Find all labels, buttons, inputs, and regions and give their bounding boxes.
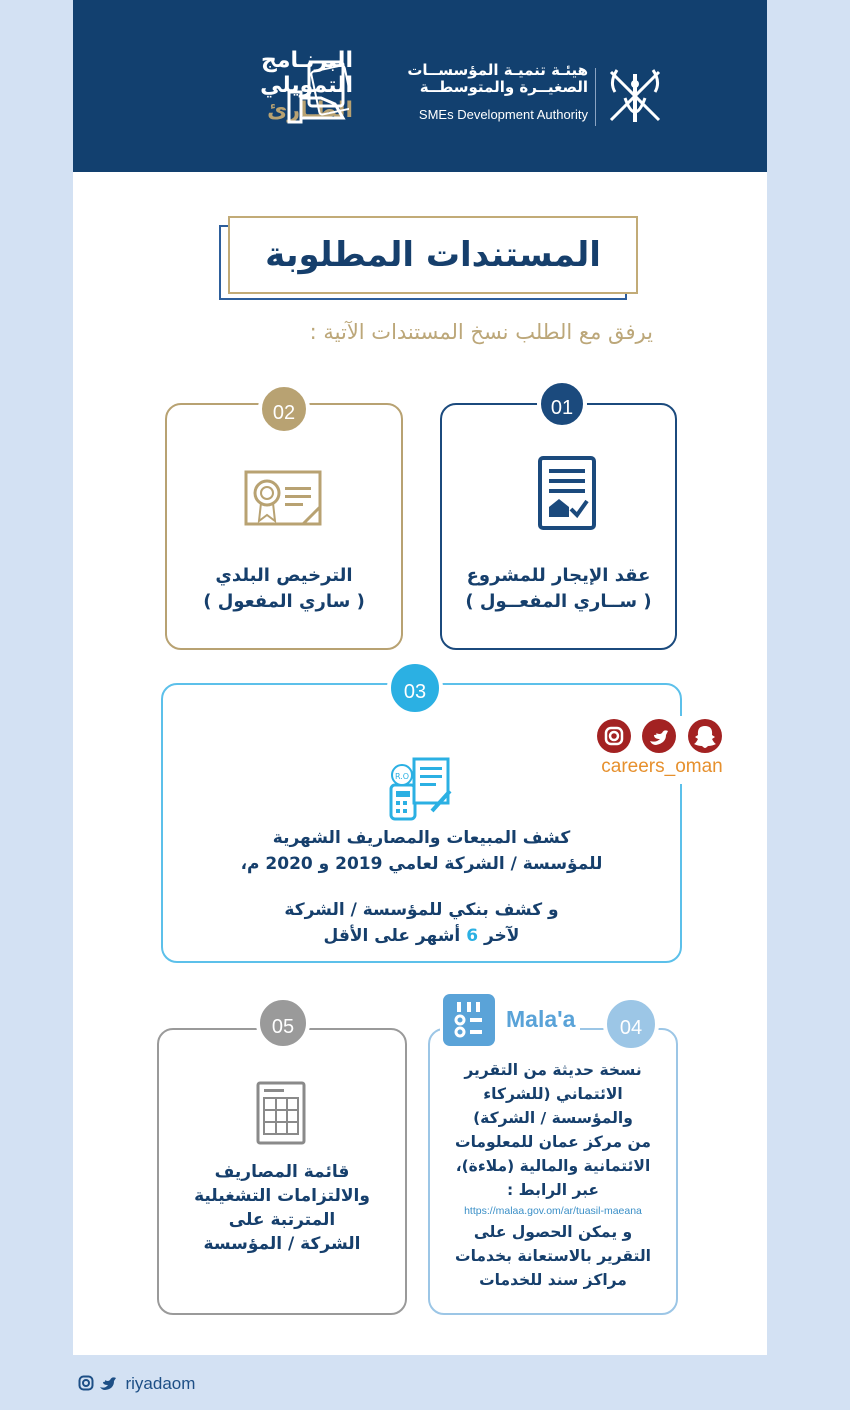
footer-handle: riyadaom	[125, 1374, 196, 1393]
card-02-line-2: ( ساري المفعول )	[203, 591, 365, 612]
lease-contract-icon	[537, 455, 599, 533]
card-01-text	[442, 563, 675, 615]
malaa-logo-icon	[443, 994, 495, 1046]
card-05-line-3: المترتبة على	[228, 1210, 336, 1230]
receipt-label: R.O	[394, 772, 410, 781]
card-04-line-8: التقرير بالاستعانة بخدمات	[455, 1247, 651, 1265]
malaa-brand-name: Mala'a	[506, 1006, 576, 1032]
program-line-1: البرنـامج	[261, 48, 353, 73]
card-03-text	[163, 825, 680, 949]
card-04-line-6: عبر الرابط :	[506, 1181, 600, 1199]
card-04-text	[430, 1058, 676, 1292]
page-subtitle: يرفق مع الطلب نسخ المستندات الآتية :	[309, 320, 653, 344]
oman-emblem-icon	[603, 62, 667, 130]
document-card-04	[428, 1028, 678, 1315]
card-03-spacer	[163, 877, 680, 897]
card-01-line-2: ( ســاري المفعــول )	[465, 591, 652, 612]
card-02-line-1: الترخيص البلدي	[215, 565, 353, 586]
card-03-para2-post: أشهر على الأقل	[323, 926, 461, 946]
card-04-line-2: الائتماني (للشركاء	[483, 1085, 623, 1103]
card-05-number-badge: 05	[256, 996, 310, 1050]
program-line-2: التمويلي	[260, 73, 353, 98]
document-card-02	[165, 403, 403, 650]
instagram-icon[interactable]	[597, 719, 631, 753]
social-overlay	[589, 716, 735, 784]
card-05-line-1: قائمة المصاريف	[214, 1162, 350, 1182]
card-04-line-7: و يمكن الحصول على	[473, 1223, 633, 1241]
card-01-line-1: عقد الإيجار للمشروع	[466, 565, 651, 586]
card-03-para2-line-1: و كشف بنكي للمؤسسة / الشركة	[284, 900, 559, 920]
card-03-para1-line-2: للمؤسسة / الشركة لعامي 2019 و 2020 م،	[240, 854, 603, 874]
twitter-footer-icon[interactable]	[99, 1375, 117, 1391]
authority-english-name: SMEs Development Authority	[418, 107, 588, 122]
license-certificate-icon	[243, 469, 323, 529]
card-03-para2-pre: لآخر	[483, 926, 520, 946]
financial-statement-icon	[388, 755, 454, 821]
money-hand-icon	[285, 58, 349, 128]
document-card-01	[440, 403, 677, 650]
malaa-link[interactable]: https://malaa.gov.om/ar/tuasil-maeana	[464, 1205, 642, 1217]
card-02-text	[167, 563, 401, 615]
card-05-text	[159, 1160, 405, 1256]
card-03-number-badge: 03	[387, 660, 443, 716]
footer	[78, 1374, 195, 1394]
card-03-months-number: 6	[466, 926, 479, 946]
card-04-number-badge: 04	[603, 996, 659, 1052]
card-04-line-9: مراكز سند للخدمات	[479, 1271, 627, 1289]
title-frame	[228, 216, 638, 294]
malaa-logo	[440, 994, 580, 1048]
header-banner	[73, 0, 767, 172]
card-04-line-1: نسخة حديثة من التقرير	[464, 1061, 642, 1079]
infographic-page	[73, 0, 767, 1355]
expense-sheet-icon	[255, 1080, 307, 1146]
card-02-number-badge: 02	[258, 383, 310, 435]
card-04-line-5: الائتمانية والمالية (ملاءة)،	[455, 1157, 651, 1175]
card-05-line-2: والالتزامات التشغيلية	[194, 1186, 370, 1206]
program-line-3: الطـارئ	[267, 98, 353, 123]
card-04-line-4: من مركز عمان للمعلومات	[455, 1133, 651, 1151]
card-05-line-4: الشركة / المؤسسة	[203, 1234, 361, 1254]
snapchat-icon[interactable]	[688, 719, 722, 753]
card-04-line-3: والمؤسسة / الشركة)	[473, 1109, 633, 1127]
instagram-footer-icon[interactable]	[78, 1375, 94, 1391]
authority-line-2: الصغيــرة والمتوسطــة	[419, 78, 588, 96]
twitter-icon[interactable]	[642, 719, 676, 753]
card-01-number-badge: 01	[537, 379, 587, 429]
document-card-05	[157, 1028, 407, 1315]
page-title: المستندات المطلوبة	[265, 235, 601, 275]
card-03-para1-line-1: كشف المبيعات والمصاريف الشهرية	[272, 828, 571, 848]
authority-arabic-name	[358, 62, 588, 96]
card-03-para2-line-2	[163, 923, 680, 949]
social-handle: careers_oman	[601, 756, 723, 777]
header-divider	[595, 68, 596, 126]
authority-line-1: هيئـة تنميـة المؤسســات	[407, 61, 588, 79]
